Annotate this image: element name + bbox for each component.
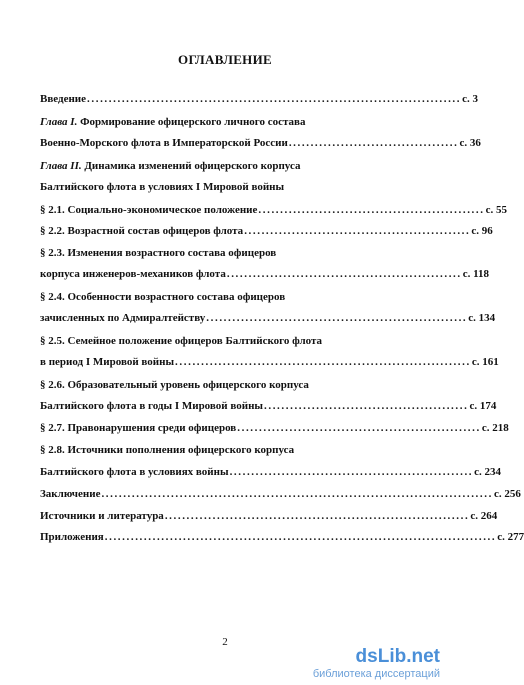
- toc-entry-2-2: § 2.2. Возрастной состав офицеров флота .................................................... с. 96: [40, 221, 412, 243]
- page-ref: с. 234: [474, 465, 502, 478]
- toc-entry-2-7: § 2.7. Правонарушения среди офицеров ........................................................ с. 218: [40, 418, 412, 440]
- toc-entry-chapter-2-heading-cont: Балтийского флота в условиях I Мировой войны: [40, 181, 285, 193]
- page-ref: с. 3: [462, 93, 479, 105]
- page-ref: с. 55: [485, 203, 507, 216]
- watermark-caption: библиотека диссертаций: [312, 668, 440, 680]
- chapter-label: Глава II.: [40, 159, 82, 172]
- leader-dots: ..........................................................................................: [101, 488, 493, 500]
- leader-dots: ......................................................: [226, 268, 462, 280]
- page-ref: с. 256: [493, 488, 521, 500]
- toc-entry-introduction: Введение ...................................................................................... с. 3: [40, 89, 412, 111]
- toc-entry-sources: Источники и литература ...................................................................... с. 264: [40, 506, 412, 528]
- toc-entry-2-4: зачисленных по Адмиралтейству ............................................................ с. 134: [40, 308, 412, 330]
- toc-entry-2-1: § 2.1. Социально-экономическое положение .................................................... с. 55: [40, 200, 412, 222]
- toc-entry-conclusion: Заключение .......................................................................................... с. 256: [40, 484, 412, 506]
- toc-entry-chapter-1: Военно-Морского флота в Императорской России ....................................... с. 36: [40, 133, 412, 155]
- page-ref: с. 134: [468, 312, 496, 324]
- toc-entry-2-5: в период I Мировой войны .................................................................... с. 161: [40, 352, 412, 374]
- toc-entry-2-6-heading: § 2.6. Образовательный уровень офицерского корпуса: [40, 378, 309, 391]
- leader-dots: ..........................................................................................: [104, 531, 497, 543]
- leader-dots: ......................................................................: [164, 509, 470, 522]
- toc-entry-2-3: корпуса инженеров-механиков флота ...................................................... с. 118: [40, 264, 412, 286]
- leader-dots: .......................................: [288, 137, 459, 149]
- page-ref: с. 218: [481, 421, 509, 434]
- toc-entry-2-8: Балтийского флота в условиях войны ........................................................ с. 234: [40, 462, 412, 484]
- watermark: [270, 646, 440, 682]
- toc-entry-chapter-2-heading: Глава II. Динамика изменений офицерского корпуса: [40, 159, 301, 172]
- dslib-logo: dsLib.net: [355, 646, 440, 667]
- leader-dots: ............................................................: [206, 312, 468, 324]
- table-of-contents: [40, 89, 524, 549]
- toc-title: ОГЛАВЛЕНИЕ: [178, 52, 272, 67]
- toc-entry-2-6: Балтийского флота в годы I Мировой войны ............................................... с. 174: [40, 396, 412, 418]
- page-ref: с. 96: [471, 225, 493, 237]
- page-ref: с. 118: [462, 268, 490, 280]
- toc-entry-2-8-heading: § 2.8. Источники пополнения офицерского корпуса: [40, 444, 295, 456]
- leader-dots: ....................................................: [244, 225, 471, 237]
- leader-dots: ....................................................................: [175, 356, 471, 368]
- page-ref: с. 277: [497, 531, 524, 543]
- page-ref: с. 264: [470, 509, 498, 522]
- leader-dots: ...............................................: [264, 400, 469, 412]
- chapter-label: Глава I.: [40, 115, 78, 128]
- page-ref: с. 174: [469, 400, 497, 412]
- toc-entry-appendices: Приложения .......................................................................................... с. 277: [40, 527, 412, 549]
- page-ref: с. 36: [459, 137, 481, 149]
- toc-entry-2-3-heading: § 2.3. Изменения возрастного состава офицеров: [40, 246, 277, 259]
- leader-dots: ........................................................: [237, 421, 481, 434]
- page-ref: с. 161: [471, 356, 499, 368]
- leader-dots: ......................................................................................: [87, 93, 462, 105]
- toc-entry-2-5-heading: § 2.5. Семейное положение офицеров Балтийского флота: [40, 334, 323, 347]
- toc-entry-2-4-heading: § 2.4. Особенности возрастного состава офицеров: [40, 290, 286, 303]
- page-number: 2: [222, 636, 228, 648]
- toc-entry-chapter-1-heading: Глава I. Формирование офицерского личного состава: [40, 115, 306, 128]
- leader-dots: ....................................................: [258, 203, 485, 216]
- leader-dots: ........................................................: [229, 465, 474, 478]
